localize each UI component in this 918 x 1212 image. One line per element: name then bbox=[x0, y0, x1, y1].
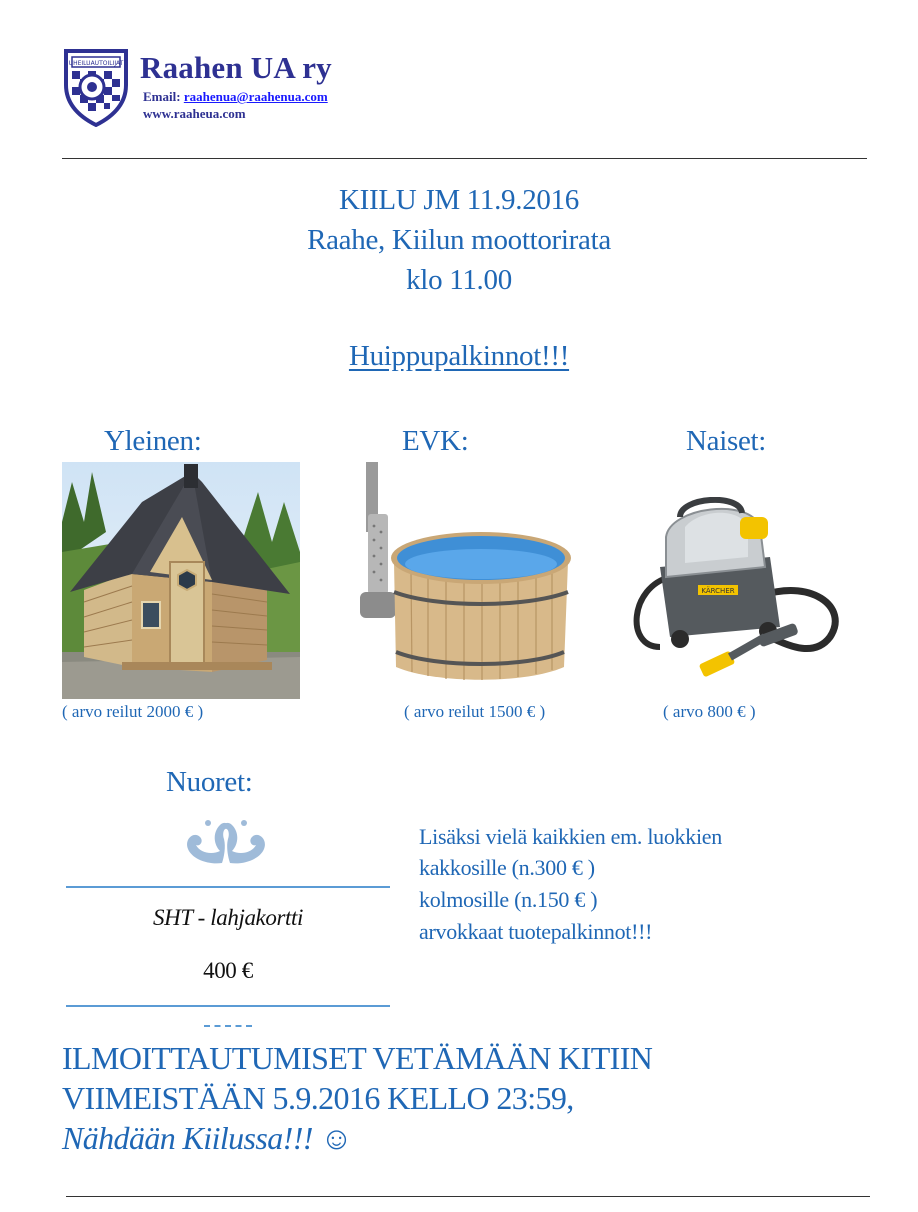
extra-prizes-line: kolmosille (n.150 € ) bbox=[419, 887, 598, 912]
email-label: Email: bbox=[143, 89, 184, 104]
svg-text:KÄRCHER: KÄRCHER bbox=[701, 587, 735, 595]
gift-card-top-border bbox=[66, 886, 390, 888]
registration-greeting: Nähdään Kiilussa!!! bbox=[62, 1120, 321, 1156]
registration-line-1: ILMOITTAUTUMISET VETÄMÄÄN KITIIN bbox=[62, 1040, 653, 1076]
gift-card-title: SHT - lahjakortti bbox=[153, 905, 303, 930]
price-evk: ( arvo reilut 1500 € ) bbox=[404, 702, 546, 721]
header-divider bbox=[62, 158, 867, 159]
smiley-icon: ☺ bbox=[320, 1120, 353, 1156]
prizes-heading: Huippupalkinnot!!! bbox=[348, 340, 570, 372]
category-evk-heading: EVK: bbox=[402, 425, 469, 457]
category-naiset-heading: Naiset: bbox=[686, 425, 767, 457]
gift-card-bottom-border bbox=[66, 1005, 390, 1007]
category-yleinen-heading: Yleinen: bbox=[104, 425, 202, 457]
organization-name: Raahen UA ry bbox=[140, 50, 332, 85]
registration-line-3 bbox=[62, 1120, 352, 1157]
event-title: KIILU JM 11.9.2016 bbox=[338, 184, 579, 216]
extra-prizes-line: arvokkaat tuotepalkinnot!!! bbox=[419, 919, 653, 944]
footer-divider bbox=[66, 1196, 870, 1197]
price-yleinen: ( arvo reilut 2000 € ) bbox=[62, 702, 204, 721]
event-time: klo 11.00 bbox=[406, 264, 512, 296]
email-link[interactable]: raahenua@raahenua.com bbox=[183, 89, 328, 104]
club-shield-logo bbox=[62, 45, 130, 127]
gift-card-dash-divider bbox=[204, 1025, 252, 1027]
event-place: Raahe, Kiilun moottorirata bbox=[307, 224, 611, 256]
gift-card-value: 400 € bbox=[203, 958, 253, 983]
wet-vacuum-cleaner-image bbox=[630, 497, 850, 685]
extra-prizes-line: Lisäksi vielä kaikkien em. luokkien bbox=[419, 824, 722, 849]
flourish-ornament-icon bbox=[178, 815, 274, 871]
hot-tub-image bbox=[356, 462, 584, 694]
category-nuoret-heading: Nuoret: bbox=[166, 766, 253, 798]
website-text: www.raaheua.com bbox=[143, 106, 246, 121]
sauna-cabin-image bbox=[62, 462, 300, 699]
registration-line-2: VIIMEISTÄÄN 5.9.2016 KELLO 23:59, bbox=[62, 1080, 574, 1116]
email-line bbox=[143, 89, 328, 105]
price-naiset: ( arvo 800 € ) bbox=[663, 702, 756, 721]
svg-text:UHEILUAUTOILIJAT: UHEILUAUTOILIJAT bbox=[68, 60, 124, 67]
extra-prizes-line: kakkosille (n.300 € ) bbox=[419, 855, 595, 880]
